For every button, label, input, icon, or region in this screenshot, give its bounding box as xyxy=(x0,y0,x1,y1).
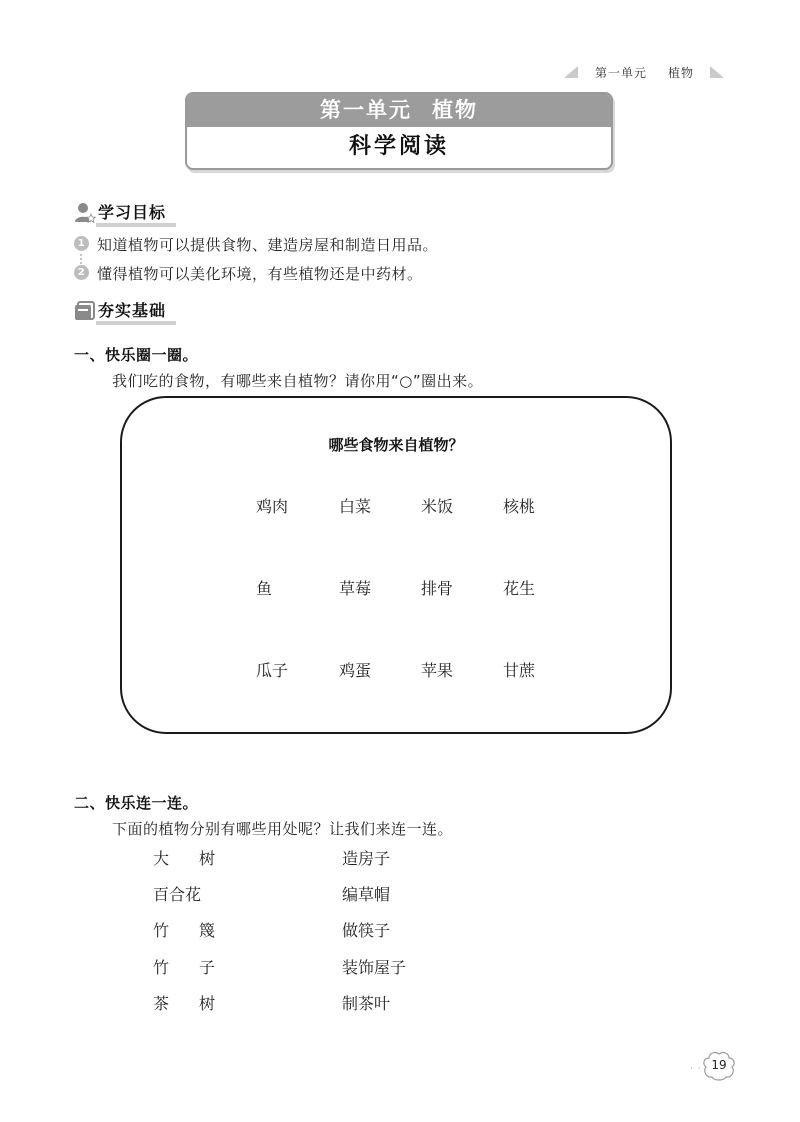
triangle-left-icon xyxy=(564,66,578,78)
foundation-heading xyxy=(74,298,184,324)
page-number xyxy=(702,1051,736,1081)
goal-text: 懂得植物可以美化环境，有些植物还是中药材。 xyxy=(97,265,423,283)
question-2-title: 二、快乐连一连。 xyxy=(74,794,199,812)
food-item[interactable]: 苹果 xyxy=(421,661,454,680)
use-item[interactable]: 编草帽 xyxy=(342,885,391,904)
food-item[interactable]: 鸡肉 xyxy=(256,497,289,516)
running-header-topic: 植物 xyxy=(668,66,695,80)
food-item[interactable]: 核桃 xyxy=(503,497,536,516)
food-item[interactable]: 瓜子 xyxy=(256,661,289,680)
use-item[interactable]: 制茶叶 xyxy=(342,994,391,1013)
running-header-unit: 第一单元 xyxy=(595,66,648,80)
food-item[interactable]: 甘蔗 xyxy=(503,661,536,680)
foundation-label: 夯实基础 xyxy=(98,301,167,320)
plant-item[interactable]: 竹子 xyxy=(153,958,246,977)
page-number-dots: · · xyxy=(690,1064,702,1074)
goal-number: 1 xyxy=(74,236,89,251)
learning-goals-heading xyxy=(74,200,184,226)
question-1-desc: 我们吃的食物，有哪些来自植物？请你用“○”圈出来。 xyxy=(112,372,484,390)
plant-item[interactable]: 大树 xyxy=(153,849,246,868)
plant-item[interactable]: 茶树 xyxy=(153,994,246,1013)
title-box xyxy=(185,92,613,170)
heading-underline xyxy=(96,223,176,227)
goal-number: 2 xyxy=(74,265,89,280)
use-item[interactable]: 造房子 xyxy=(342,849,391,868)
food-item[interactable]: 排骨 xyxy=(421,579,454,598)
triangle-right-icon xyxy=(710,66,724,78)
page-number-text: 19 xyxy=(711,1058,727,1072)
goal-text: 知道植物可以提供食物、建造房屋和制造日用品。 xyxy=(97,236,439,254)
heading-underline xyxy=(96,321,176,325)
use-item[interactable]: 装饰屋子 xyxy=(342,958,407,977)
title-unit: 第一单元 xyxy=(320,98,412,122)
page-title: 科学阅读 xyxy=(348,134,449,159)
title-topic: 植物 xyxy=(432,98,478,122)
food-item[interactable]: 鸡蛋 xyxy=(339,661,372,680)
person-star-icon xyxy=(74,202,96,224)
plant-item[interactable]: 竹篾 xyxy=(153,921,246,940)
learning-goals-label: 学习目标 xyxy=(98,203,167,222)
running-header xyxy=(564,62,724,82)
question-1-title: 一、快乐圈一圈。 xyxy=(74,346,199,364)
food-item[interactable]: 鱼 xyxy=(256,579,273,598)
question-2-desc: 下面的植物分别有哪些用处呢？让我们来连一连。 xyxy=(112,820,454,838)
title-unit-bar xyxy=(187,94,611,127)
use-item[interactable]: 做筷子 xyxy=(342,921,391,940)
food-item[interactable]: 花生 xyxy=(503,579,536,598)
notebook-icon xyxy=(74,300,96,322)
food-item[interactable]: 米饭 xyxy=(421,497,454,516)
food-item[interactable]: 草莓 xyxy=(339,579,372,598)
food-box-question: 哪些食物来自植物？ xyxy=(328,436,464,454)
food-item[interactable]: 白菜 xyxy=(339,497,372,516)
plant-item[interactable]: 百合花 xyxy=(153,885,202,904)
goal-connector xyxy=(80,254,82,264)
